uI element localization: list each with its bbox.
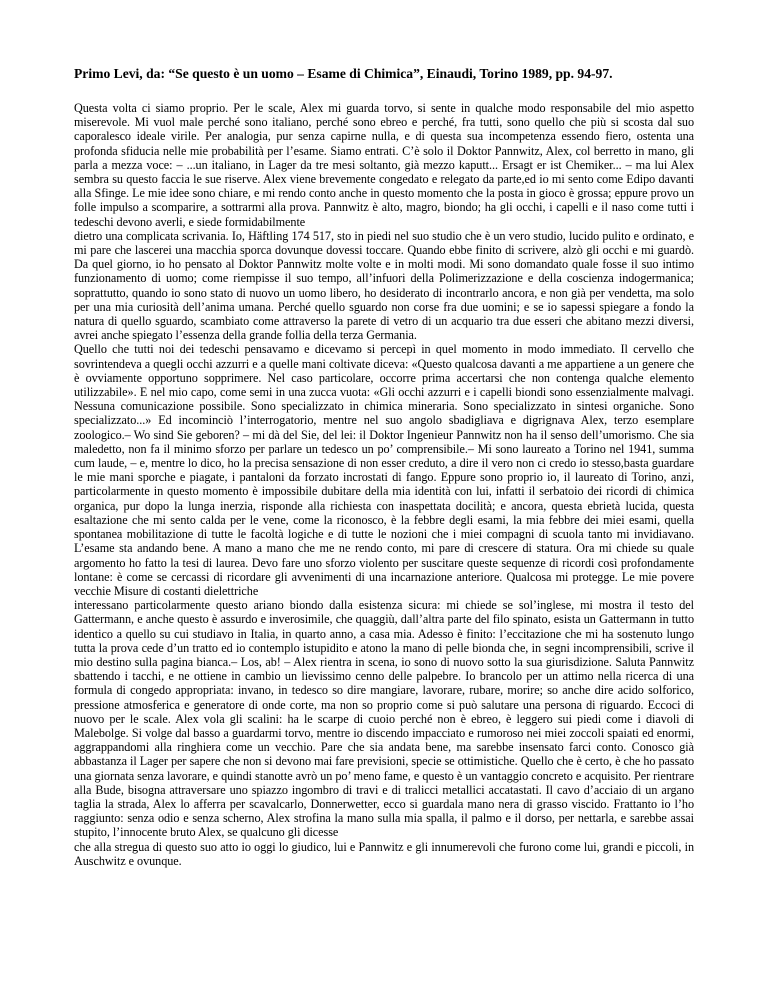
document-body [74, 101, 694, 868]
paragraph-2: dietro una complicata scrivania. Io, Häftling 174 517, sto in piedi nel suo studio che è un vero studio, lucido pulito e ordinato, e mi pare che lascerei una macchia sporca dovunque dovessi toccare. Quando ebbe finito di scrivere, alzò gli occhi e mi guardò. Da quel giorno, io ho pensato al Doktor Pannwitz molte volte e in molti modi. Mi sono domandato quale fosse il suo intimo funzionamento di uomo; come riempisse il suo tempo, all’infuori della Polimerizzazione e della coscienza indogermanica; soprattutto, quando io sono stato di nuovo un uomo libero, ho desiderato di incontrarlo ancora, e non già per vendetta, ma solo per una mia curiosità dell’anima umana. Perché quello sguardo non corse fra due uomini; e se io sapessi spiegare a fondo la natura di quello sguardo, scambiato come attraverso la parete di vetro di un acquario tra due esseri che abitano mezzi diversi, avrei anche spiegato l’essenza della grande follia della terza Germania. [74, 228, 694, 343]
paragraph-5: che alla stregua di questo suo atto io oggi lo giudico, lui e Pannwitz e gli innumerevoli che furono come lui, grandi e piccoli, in Auschwitz e ovunque. [74, 839, 694, 868]
paragraph-3: Quello che tutti noi dei tedeschi pensavamo e dicevamo si percepì in quel momento in modo immediato. Il cervello che sovrintendeva a quegli occhi azzurri e a quelle mani coltivate diceva: «Questo qualcosa davanti a me appartiene a un genere che è ovviamente opportuno sopprimere. Nel caso particolare, occorre prima accertarsi che non contenga qualche elemento utilizzabile». E nel mio capo, come semi in una zucca vuota: «Gli occhi azzurri e i capelli biondi sono essenzialmente malvagi. Nessuna comunicazione possibile. Sono specializzato in chimica mineraria. Sono specializzato in sintesi organiche. Sono specializzato...» Ed incominciò l’interrogatorio, mentre nel suo angolo sbadigliava e digrignava Alex, terzo esemplare zoologico.– Wo sind Sie geboren? – mi dà del Sie, del lei: il Doktor Ingenieur Pannwitz non ha il senso dell’umorismo. Che sia maledetto, non fa il minimo sforzo per parlare un tedesco un po’ comprensibile.– Mi sono laureato a Torino nel 1941, summa cum laude, – e, mentre lo dico, ho la precisa sensazione di non esser creduto, a dire il vero non ci credo io stesso,basta guardare le mie mani sporche e piagate, i pantaloni da forzato incrostati di fango. Eppure sono proprio io, il laureato di Torino, anzi, particolarmente in questo momento è impossibile dubitare della mia identità con lui, infatti il serbatoio dei ricordi di chimica organica, pur dopo la lunga inerzia, risponde alla richiesta con inaspettata docilità; e ancora, questa ebrietà lucida, questa esaltazione che mi sento calda per le vene, come la riconosco, è la febbre degli esami, la mia febbre dei miei esami, quella spontanea mobilitazione di tutte le facoltà logiche e di tutte le nozioni che i miei compagni di scuola tanto mi invidiavano. L’esame sta andando bene. A mano a mano che me ne rendo conto, mi pare di crescere di statura. Ora mi chiede su quale argomento ho fatto la tesi di laurea. Devo fare uno sforzo violento per suscitare queste sequenze di ricordi così profondamente lontane: è come se cercassi di ricordare gli avvenimenti di una incarnazione anteriore. Qualcosa mi protegge. Le mie povere vecchie Misure di costanti dielettriche [74, 342, 694, 598]
document-page [74, 66, 694, 868]
paragraph-1: Questa volta ci siamo proprio. Per le scale, Alex mi guarda torvo, si sente in qualche modo responsabile del mio aspetto miserevole. Mi vuol male perché sono italiano, perché sono ebreo e perché, fra tutti, sono quello che più si scosta dal suo caporalesco ideale virile. Per analogia, pur senza capirne nulla, e di questa sua incompetenza essendo fiero, ostenta una profonda sfiducia nelle mie probabilità per l’esame. Siamo entrati. C’è solo il Doktor Pannwitz, Alex, col berretto in mano, gli parla a mezza voce: – ...un italiano, in Lager da tre mesi soltanto, già mezzo kaputt... Ersagt er ist Chemiker... – ma lui Alex sembra su questo faccia le sue riserve. Alex viene brevemente congedato e relegato da parte,ed io mi sento come Edipo davanti alla Sfinge. Le mie idee sono chiare, e mi rendo conto anche in questo momento che la posta in gioco è grossa; eppure provo un folle impulso a scomparire, a sottrarmi alla prova. Pannwitz è alto, magro, biondo; ha gli occhi, i capelli e il naso come tutti i tedeschi devono averli, e siede formidabilmente [74, 101, 694, 229]
document-title: Primo Levi, da: “Se questo è un uomo – Esame di Chimica”, Einaudi, Torino 1989, pp. 94-97. [74, 66, 613, 81]
paragraph-4: interessano particolarmente questo ariano biondo dalla esistenza sicura: mi chiede se sol’inglese, mi mostra il testo del Gattermann, e anche questo è assurdo e inverosimile, che quaggiù, dall’altra parte del filo spinato, esista un Gattermann in tutto identico a quello su cui studiavo in Italia, in quarto anno, a casa mia. Adesso è finito: l’eccitazione che mi ha sostenuto lungo tutta la prova cede d’un tratto ed io contemplo istupidito e atono la mano di pelle bionda che, in segni incomprensibili, scrive il mio destino sulla pagina bianca.– Los, ab! – Alex rientra in scena, io sono di nuovo sotto la sua giurisdizione. Saluta Pannwitz sbattendo i tacchi, e ne ottiene in cambio un lievissimo cenno delle palpebre. Io brancolo per un attimo nella ricerca di una formula di congedo appropriata: invano, in tedesco so dire mangiare, lavorare, rubare, morire; so anche dire acido solforico, pressione atmosferica e generatore di onde corte, ma non so proprio come si può salutare una persona di riguardo. Eccoci di nuovo per le scale. Alex vola gli scalini: ha le scarpe di cuoio perché non è ebreo, è leggero sui piedi come i diavoli di Malebolge. Si volge dal basso a guardarmi torvo, mentre io discendo impacciato e rumoroso nei miei zoccoli spaiati ed enormi, aggrappandomi alla ringhiera come un vecchio. Pare che sia andata bene, ma sarebbe insensato farci conto. Conosco già abbastanza il Lager per sapere che non si devono mai fare previsioni, specie se ottimistiche. Quello che è certo, è che ho passato una giornata senza lavorare, e quindi stanotte avrò un po’ meno fame, e questo è un vantaggio concreto e acquisito. Per rientrare alla Bude, bisogna attraversare uno spiazzo ingombro di travi e di tralicci metallici accatastati. Il cavo d’acciaio di un argano taglia la strada, Alex lo afferra per scavalcarlo, Donnerwetter, ecco si guardala mano nera di grasso viscido. Frattanto io l’ho raggiunto: senza odio e senza scherno, Alex strofina la mano sulla mia spalla, il palmo e il dorso, per nettarla, e sarebbe assai stupito, l’innocente bruto Alex, se qualcuno gli dicesse [74, 598, 694, 840]
